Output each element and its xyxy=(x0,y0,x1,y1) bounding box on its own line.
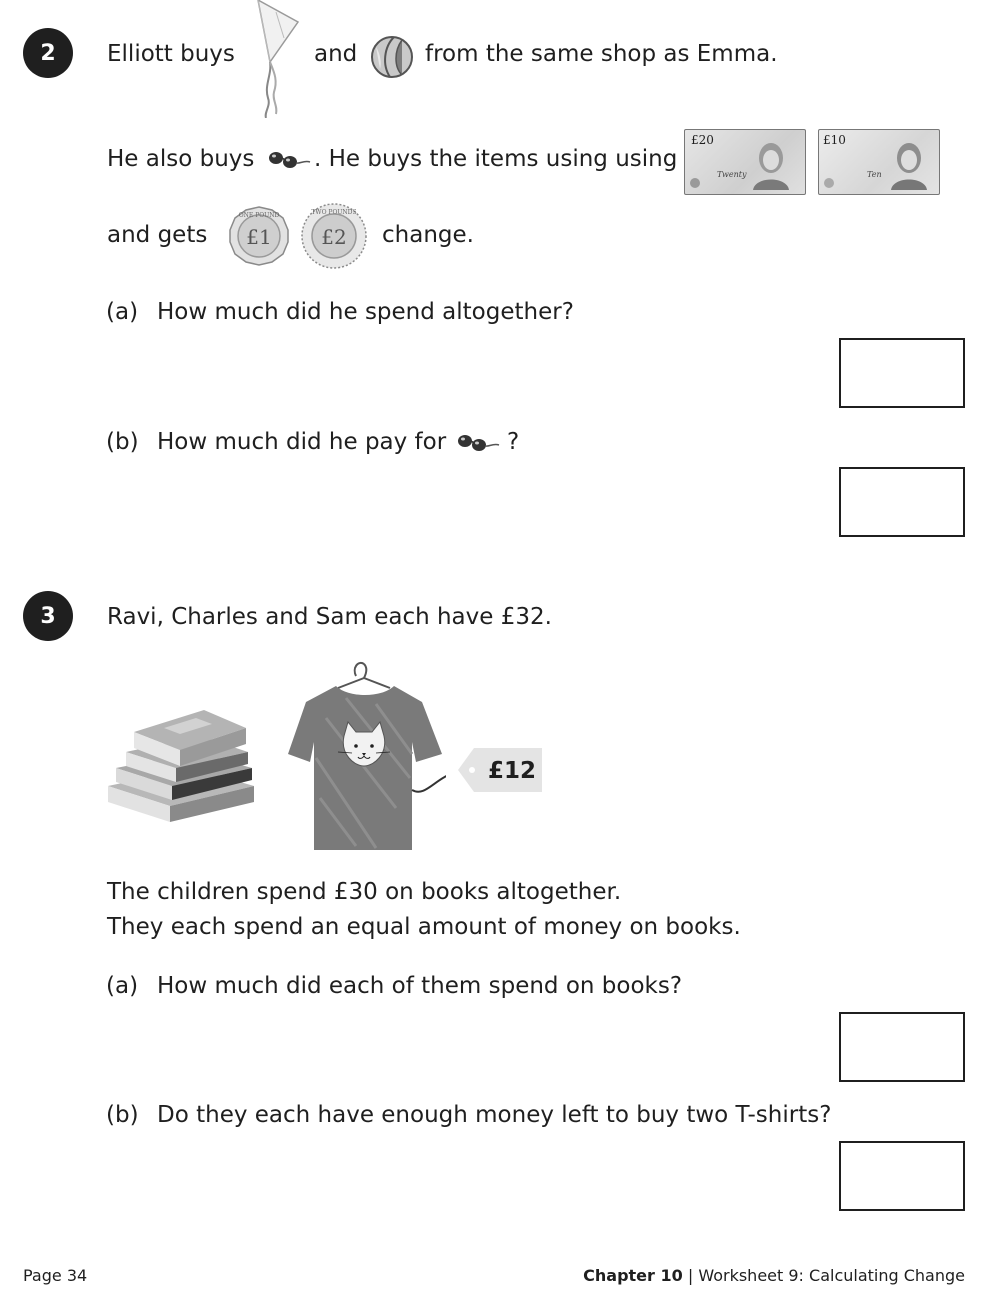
ten-note-word: Ten xyxy=(867,170,882,179)
q3b-answer-box[interactable] xyxy=(839,1141,965,1211)
q2b-label: (b) xyxy=(106,429,139,455)
q2a-answer-box[interactable] xyxy=(839,338,965,408)
footer-separator: | xyxy=(687,1266,694,1285)
q2-line2-text-a: He also buys xyxy=(107,146,255,172)
q2-line2-text-b: . He buys the items using using xyxy=(314,146,678,172)
q3a-question: How much did each of them spend on books? xyxy=(157,973,683,999)
q3-statement-1: The children spend £30 on books altogether. xyxy=(107,879,622,905)
page-number: Page 34 xyxy=(23,1266,88,1285)
q2b-question: How much did he pay for xyxy=(157,429,447,455)
question-2-number: 2 xyxy=(23,28,73,78)
books-stack-icon xyxy=(104,704,256,824)
t-shirt-icon xyxy=(286,658,446,854)
chapter-label: Chapter 10 xyxy=(583,1266,683,1285)
q3a-answer-box[interactable] xyxy=(839,1012,965,1082)
t-shirt-price: £12 xyxy=(488,758,537,784)
q2a-question: How much did he spend altogether? xyxy=(157,299,574,325)
q2b-suffix: ? xyxy=(507,429,520,455)
ten-pound-note xyxy=(818,129,940,195)
q2b-answer-box[interactable] xyxy=(839,467,965,537)
q3b-question: Do they each have enough money left to buy two T-shirts? xyxy=(157,1102,832,1128)
ten-note-label: £10 xyxy=(823,133,846,147)
two-pound-ring-text: TWO POUNDS xyxy=(311,209,357,216)
queen-portrait-icon xyxy=(883,134,935,190)
q2a-label: (a) xyxy=(106,299,139,325)
twenty-note-label: £20 xyxy=(691,133,714,147)
kite-icon xyxy=(248,0,304,118)
one-pound-ring-text: ONE POUND xyxy=(238,212,280,219)
q2-line3-text-b: change. xyxy=(382,222,474,248)
twenty-pound-note xyxy=(684,129,806,195)
q3b-label: (b) xyxy=(106,1102,139,1128)
twenty-note-word: Twenty xyxy=(717,170,747,179)
q3-statement-2: They each spend an equal amount of money on books. xyxy=(107,914,741,940)
sunglasses-icon xyxy=(455,431,501,457)
q2-line3-text-a: and gets xyxy=(107,222,208,248)
queen-portrait-icon xyxy=(745,134,797,190)
q2-line1-text-a: Elliott buys xyxy=(107,41,235,67)
q3a-label: (a) xyxy=(106,973,139,999)
one-pound-coin-label: £1 xyxy=(246,225,272,249)
question-3-number: 3 xyxy=(23,591,73,641)
two-pound-coin-icon xyxy=(300,202,368,270)
sunglasses-icon xyxy=(266,148,312,174)
chapter-footer xyxy=(583,1266,965,1286)
worksheet-title: Worksheet 9: Calculating Change xyxy=(698,1266,965,1285)
two-pound-coin-label: £2 xyxy=(321,225,347,249)
q2-line1-text-b: and xyxy=(314,41,358,67)
q3-intro: Ravi, Charles and Sam each have £32. xyxy=(107,604,552,630)
ball-icon xyxy=(370,35,414,79)
one-pound-coin-icon xyxy=(228,205,290,267)
q2-line1-text-c: from the same shop as Emma. xyxy=(425,41,778,67)
